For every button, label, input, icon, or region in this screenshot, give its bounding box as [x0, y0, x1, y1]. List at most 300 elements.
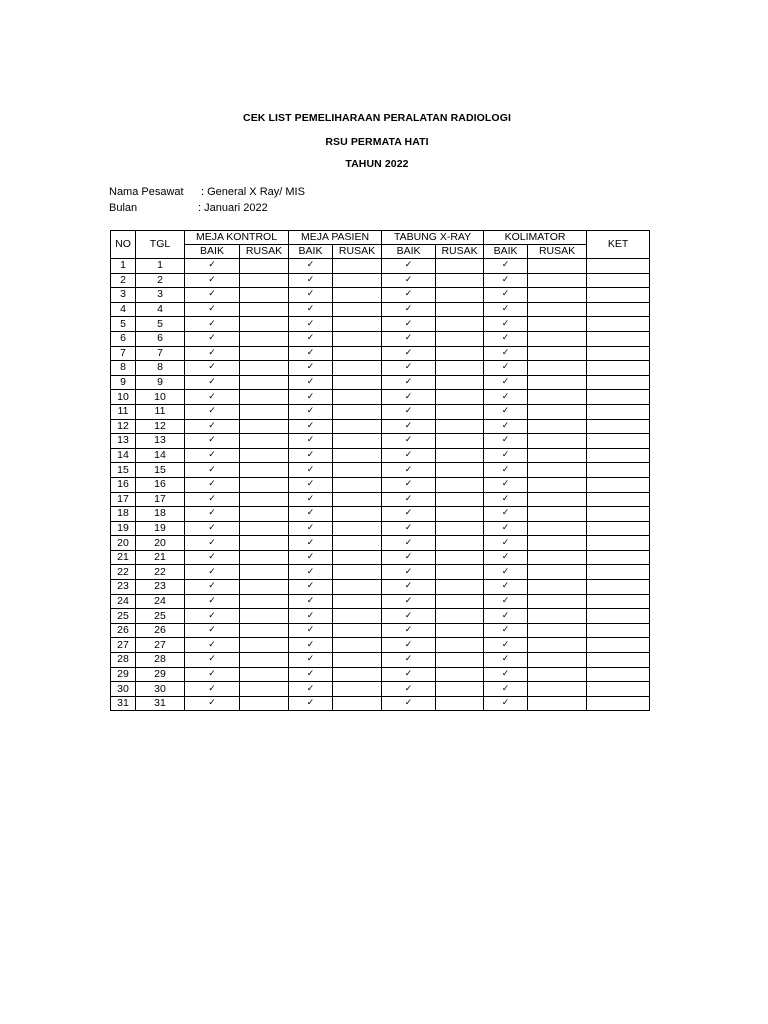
cell-rusak: [333, 317, 382, 332]
cell-rusak: [240, 346, 289, 361]
cell-ket: [587, 682, 650, 697]
cell-tgl: 16: [136, 477, 185, 492]
cell-rusak: [240, 434, 289, 449]
cell-rusak: [333, 609, 382, 624]
check-mark-icon: ✓: [289, 492, 333, 507]
cell-rusak: [333, 550, 382, 565]
check-mark-icon: ✓: [382, 331, 436, 346]
cell-rusak: [436, 331, 484, 346]
cell-rusak: [528, 638, 587, 653]
cell-rusak: [240, 390, 289, 405]
check-mark-icon: ✓: [382, 273, 436, 288]
cell-no: 27: [111, 638, 136, 653]
check-mark-icon: ✓: [484, 667, 528, 682]
cell-rusak: [528, 609, 587, 624]
cell-tgl: 22: [136, 565, 185, 580]
table-row: [111, 448, 650, 463]
check-mark-icon: ✓: [289, 594, 333, 609]
cell-rusak: [528, 346, 587, 361]
check-mark-icon: ✓: [382, 536, 436, 551]
cell-no: 1: [111, 259, 136, 274]
cell-rusak: [528, 623, 587, 638]
cell-rusak: [436, 317, 484, 332]
cell-rusak: [528, 682, 587, 697]
check-mark-icon: ✓: [185, 492, 240, 507]
check-mark-icon: ✓: [484, 594, 528, 609]
cell-rusak: [333, 346, 382, 361]
cell-rusak: [436, 346, 484, 361]
check-mark-icon: ✓: [484, 521, 528, 536]
table-row: [111, 361, 650, 376]
cell-rusak: [240, 302, 289, 317]
check-mark-icon: ✓: [484, 536, 528, 551]
check-mark-icon: ✓: [185, 521, 240, 536]
cell-ket: [587, 623, 650, 638]
table-row: [111, 390, 650, 405]
cell-ket: [587, 536, 650, 551]
cell-rusak: [333, 536, 382, 551]
check-mark-icon: ✓: [185, 507, 240, 522]
check-mark-icon: ✓: [289, 507, 333, 522]
cell-rusak: [436, 390, 484, 405]
cell-no: 7: [111, 346, 136, 361]
table-row: [111, 346, 650, 361]
cell-rusak: [528, 667, 587, 682]
cell-rusak: [436, 565, 484, 580]
check-mark-icon: ✓: [289, 259, 333, 274]
cell-no: 14: [111, 448, 136, 463]
check-mark-icon: ✓: [185, 302, 240, 317]
month-label: Bulan: [109, 202, 138, 214]
cell-tgl: 4: [136, 302, 185, 317]
table-row: [111, 638, 650, 653]
cell-rusak: [436, 404, 484, 419]
cell-rusak: [240, 580, 289, 595]
check-mark-icon: ✓: [382, 434, 436, 449]
cell-no: 15: [111, 463, 136, 478]
cell-tgl: 23: [136, 580, 185, 595]
check-mark-icon: ✓: [289, 667, 333, 682]
check-mark-icon: ✓: [484, 550, 528, 565]
check-mark-icon: ✓: [382, 609, 436, 624]
check-mark-icon: ✓: [382, 317, 436, 332]
check-mark-icon: ✓: [382, 667, 436, 682]
cell-tgl: 1: [136, 259, 185, 274]
check-mark-icon: ✓: [289, 565, 333, 580]
cell-ket: [587, 463, 650, 478]
check-mark-icon: ✓: [382, 580, 436, 595]
cell-tgl: 19: [136, 521, 185, 536]
cell-no: 16: [111, 477, 136, 492]
cell-rusak: [528, 565, 587, 580]
cell-rusak: [528, 521, 587, 536]
cell-no: 30: [111, 682, 136, 697]
document-year: TAHUN 2022: [345, 158, 409, 170]
cell-rusak: [333, 259, 382, 274]
check-mark-icon: ✓: [289, 361, 333, 376]
check-mark-icon: ✓: [289, 477, 333, 492]
cell-rusak: [436, 434, 484, 449]
equipment-value: : General X Ray/ MIS: [201, 186, 305, 198]
cell-rusak: [528, 404, 587, 419]
check-mark-icon: ✓: [484, 288, 528, 303]
check-mark-icon: ✓: [382, 375, 436, 390]
cell-rusak: [436, 463, 484, 478]
cell-tgl: 2: [136, 273, 185, 288]
cell-tgl: 31: [136, 696, 185, 711]
cell-ket: [587, 448, 650, 463]
header-tabung-xray: TABUNG X-RAY: [382, 231, 484, 245]
check-mark-icon: ✓: [185, 259, 240, 274]
cell-rusak: [436, 273, 484, 288]
table-row: [111, 463, 650, 478]
cell-tgl: 7: [136, 346, 185, 361]
cell-ket: [587, 594, 650, 609]
cell-no: 6: [111, 331, 136, 346]
cell-rusak: [240, 375, 289, 390]
cell-tgl: 15: [136, 463, 185, 478]
table-row: [111, 419, 650, 434]
cell-rusak: [333, 331, 382, 346]
cell-rusak: [436, 696, 484, 711]
check-mark-icon: ✓: [382, 623, 436, 638]
checklist-table: [110, 230, 650, 711]
cell-ket: [587, 361, 650, 376]
table-row: [111, 550, 650, 565]
table-row: [111, 580, 650, 595]
check-mark-icon: ✓: [382, 565, 436, 580]
cell-rusak: [240, 594, 289, 609]
cell-rusak: [333, 696, 382, 711]
check-mark-icon: ✓: [484, 507, 528, 522]
cell-tgl: 8: [136, 361, 185, 376]
cell-rusak: [240, 550, 289, 565]
cell-no: 10: [111, 390, 136, 405]
header-row-groups: [111, 231, 650, 245]
check-mark-icon: ✓: [185, 477, 240, 492]
cell-rusak: [528, 331, 587, 346]
check-mark-icon: ✓: [185, 434, 240, 449]
check-mark-icon: ✓: [382, 696, 436, 711]
check-mark-icon: ✓: [484, 609, 528, 624]
cell-ket: [587, 404, 650, 419]
cell-rusak: [436, 638, 484, 653]
check-mark-icon: ✓: [185, 536, 240, 551]
check-mark-icon: ✓: [289, 346, 333, 361]
cell-rusak: [333, 682, 382, 697]
check-mark-icon: ✓: [484, 580, 528, 595]
header-ket: KET: [587, 231, 650, 259]
check-mark-icon: ✓: [382, 404, 436, 419]
cell-ket: [587, 653, 650, 668]
cell-rusak: [528, 273, 587, 288]
table-row: [111, 259, 650, 274]
cell-no: 13: [111, 434, 136, 449]
check-mark-icon: ✓: [382, 492, 436, 507]
check-mark-icon: ✓: [185, 346, 240, 361]
cell-rusak: [333, 361, 382, 376]
cell-rusak: [240, 259, 289, 274]
check-mark-icon: ✓: [382, 288, 436, 303]
cell-ket: [587, 609, 650, 624]
table-row: [111, 696, 650, 711]
cell-rusak: [436, 594, 484, 609]
check-mark-icon: ✓: [185, 550, 240, 565]
cell-ket: [587, 273, 650, 288]
cell-tgl: 10: [136, 390, 185, 405]
cell-rusak: [436, 623, 484, 638]
check-mark-icon: ✓: [185, 696, 240, 711]
cell-rusak: [333, 302, 382, 317]
cell-rusak: [528, 594, 587, 609]
cell-rusak: [528, 317, 587, 332]
cell-rusak: [240, 565, 289, 580]
cell-rusak: [436, 667, 484, 682]
check-mark-icon: ✓: [382, 259, 436, 274]
check-mark-icon: ✓: [484, 375, 528, 390]
cell-rusak: [528, 288, 587, 303]
cell-rusak: [240, 682, 289, 697]
cell-rusak: [436, 536, 484, 551]
check-mark-icon: ✓: [484, 696, 528, 711]
cell-rusak: [240, 331, 289, 346]
cell-rusak: [240, 653, 289, 668]
cell-ket: [587, 565, 650, 580]
cell-rusak: [436, 448, 484, 463]
header-baik: BAIK: [289, 245, 333, 259]
equipment-label: Nama Pesawat: [109, 186, 184, 198]
cell-no: 11: [111, 404, 136, 419]
header-no: NO: [111, 231, 136, 259]
table-body: [111, 259, 650, 711]
cell-rusak: [240, 288, 289, 303]
check-mark-icon: ✓: [484, 653, 528, 668]
check-mark-icon: ✓: [484, 623, 528, 638]
table-row: [111, 507, 650, 522]
cell-rusak: [528, 492, 587, 507]
cell-tgl: 11: [136, 404, 185, 419]
table-row: [111, 565, 650, 580]
check-mark-icon: ✓: [289, 623, 333, 638]
check-mark-icon: ✓: [382, 477, 436, 492]
cell-rusak: [240, 448, 289, 463]
check-mark-icon: ✓: [382, 638, 436, 653]
check-mark-icon: ✓: [382, 463, 436, 478]
cell-rusak: [240, 477, 289, 492]
cell-ket: [587, 477, 650, 492]
cell-rusak: [240, 317, 289, 332]
cell-no: 25: [111, 609, 136, 624]
cell-no: 28: [111, 653, 136, 668]
cell-ket: [587, 507, 650, 522]
cell-rusak: [240, 521, 289, 536]
cell-rusak: [240, 536, 289, 551]
check-mark-icon: ✓: [185, 638, 240, 653]
header-baik: BAIK: [484, 245, 528, 259]
check-mark-icon: ✓: [185, 667, 240, 682]
cell-rusak: [333, 638, 382, 653]
check-mark-icon: ✓: [289, 302, 333, 317]
cell-rusak: [333, 565, 382, 580]
cell-rusak: [240, 507, 289, 522]
header-meja-kontrol: MEJA KONTROL: [185, 231, 289, 245]
cell-ket: [587, 638, 650, 653]
cell-ket: [587, 696, 650, 711]
cell-rusak: [528, 696, 587, 711]
cell-tgl: 12: [136, 419, 185, 434]
table-row: [111, 317, 650, 332]
cell-tgl: 20: [136, 536, 185, 551]
check-mark-icon: ✓: [484, 638, 528, 653]
cell-no: 22: [111, 565, 136, 580]
header-baik: BAIK: [185, 245, 240, 259]
check-mark-icon: ✓: [289, 273, 333, 288]
cell-no: 20: [111, 536, 136, 551]
cell-rusak: [436, 492, 484, 507]
table-row: [111, 682, 650, 697]
cell-rusak: [436, 375, 484, 390]
cell-rusak: [333, 521, 382, 536]
check-mark-icon: ✓: [289, 375, 333, 390]
cell-rusak: [240, 638, 289, 653]
table-row: [111, 521, 650, 536]
check-mark-icon: ✓: [382, 346, 436, 361]
check-mark-icon: ✓: [484, 317, 528, 332]
check-mark-icon: ✓: [484, 477, 528, 492]
check-mark-icon: ✓: [185, 331, 240, 346]
cell-rusak: [436, 521, 484, 536]
cell-rusak: [333, 667, 382, 682]
document-title: CEK LIST PEMELIHARAAN PERALATAN RADIOLOGI: [243, 112, 511, 124]
cell-rusak: [436, 653, 484, 668]
cell-rusak: [333, 594, 382, 609]
cell-rusak: [528, 302, 587, 317]
check-mark-icon: ✓: [185, 404, 240, 419]
cell-rusak: [333, 477, 382, 492]
cell-no: 24: [111, 594, 136, 609]
cell-no: 21: [111, 550, 136, 565]
check-mark-icon: ✓: [382, 550, 436, 565]
table-row: [111, 594, 650, 609]
check-mark-icon: ✓: [382, 682, 436, 697]
table-row: [111, 536, 650, 551]
check-mark-icon: ✓: [484, 273, 528, 288]
cell-rusak: [528, 653, 587, 668]
check-mark-icon: ✓: [185, 273, 240, 288]
check-mark-icon: ✓: [484, 419, 528, 434]
cell-no: 17: [111, 492, 136, 507]
cell-rusak: [333, 375, 382, 390]
cell-rusak: [528, 259, 587, 274]
cell-no: 19: [111, 521, 136, 536]
check-mark-icon: ✓: [484, 404, 528, 419]
cell-rusak: [436, 507, 484, 522]
check-mark-icon: ✓: [289, 317, 333, 332]
table-row: [111, 653, 650, 668]
check-mark-icon: ✓: [484, 361, 528, 376]
cell-rusak: [528, 477, 587, 492]
cell-ket: [587, 375, 650, 390]
month-value: : Januari 2022: [198, 202, 268, 214]
check-mark-icon: ✓: [289, 696, 333, 711]
cell-tgl: 30: [136, 682, 185, 697]
cell-rusak: [240, 609, 289, 624]
cell-rusak: [240, 361, 289, 376]
check-mark-icon: ✓: [185, 419, 240, 434]
cell-rusak: [240, 273, 289, 288]
check-mark-icon: ✓: [484, 682, 528, 697]
cell-rusak: [333, 273, 382, 288]
header-rusak: RUSAK: [436, 245, 484, 259]
cell-rusak: [333, 390, 382, 405]
cell-rusak: [240, 696, 289, 711]
cell-ket: [587, 667, 650, 682]
check-mark-icon: ✓: [289, 638, 333, 653]
check-mark-icon: ✓: [185, 653, 240, 668]
cell-rusak: [436, 550, 484, 565]
check-mark-icon: ✓: [185, 361, 240, 376]
cell-tgl: 21: [136, 550, 185, 565]
check-mark-icon: ✓: [185, 609, 240, 624]
cell-tgl: 13: [136, 434, 185, 449]
cell-ket: [587, 580, 650, 595]
cell-rusak: [240, 623, 289, 638]
cell-rusak: [333, 448, 382, 463]
cell-rusak: [436, 361, 484, 376]
header-rusak: RUSAK: [528, 245, 587, 259]
cell-rusak: [333, 419, 382, 434]
cell-rusak: [528, 419, 587, 434]
cell-rusak: [240, 404, 289, 419]
table-row: [111, 492, 650, 507]
cell-no: 18: [111, 507, 136, 522]
check-mark-icon: ✓: [484, 259, 528, 274]
hospital-name: RSU PERMATA HATI: [325, 136, 429, 148]
check-mark-icon: ✓: [289, 288, 333, 303]
cell-rusak: [528, 550, 587, 565]
cell-rusak: [436, 259, 484, 274]
check-mark-icon: ✓: [185, 448, 240, 463]
cell-no: 23: [111, 580, 136, 595]
cell-tgl: 24: [136, 594, 185, 609]
cell-tgl: 3: [136, 288, 185, 303]
check-mark-icon: ✓: [289, 404, 333, 419]
check-mark-icon: ✓: [484, 346, 528, 361]
cell-ket: [587, 302, 650, 317]
cell-rusak: [436, 477, 484, 492]
cell-ket: [587, 259, 650, 274]
table-row: [111, 273, 650, 288]
check-mark-icon: ✓: [185, 580, 240, 595]
cell-ket: [587, 550, 650, 565]
check-mark-icon: ✓: [484, 434, 528, 449]
cell-rusak: [436, 302, 484, 317]
cell-tgl: 29: [136, 667, 185, 682]
cell-ket: [587, 346, 650, 361]
table-row: [111, 477, 650, 492]
table-row: [111, 288, 650, 303]
check-mark-icon: ✓: [382, 448, 436, 463]
table-row: [111, 375, 650, 390]
cell-no: 26: [111, 623, 136, 638]
cell-ket: [587, 434, 650, 449]
cell-rusak: [528, 580, 587, 595]
cell-ket: [587, 492, 650, 507]
cell-rusak: [333, 288, 382, 303]
cell-tgl: 18: [136, 507, 185, 522]
table-row: [111, 609, 650, 624]
cell-tgl: 26: [136, 623, 185, 638]
